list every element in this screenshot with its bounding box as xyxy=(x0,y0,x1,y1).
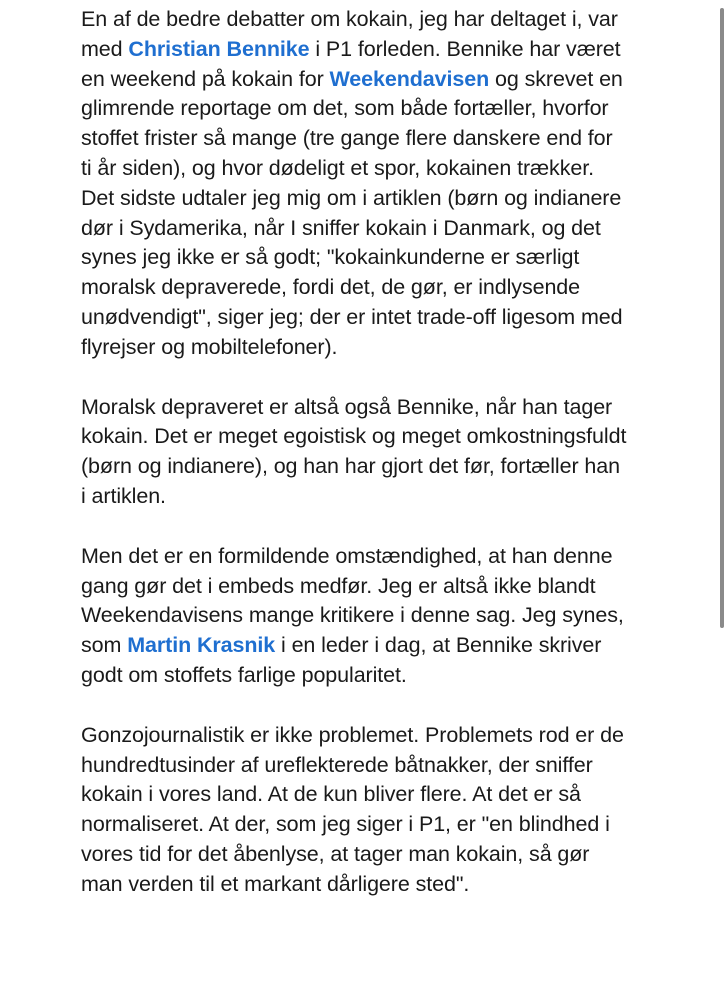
paragraph-1 xyxy=(81,5,629,363)
link-christian-bennike[interactable]: Christian Bennike xyxy=(128,36,310,61)
paragraph-3-text-b: i en leder i dag, at Bennike skriver godt om stoffets farlige popularitet. xyxy=(81,633,602,687)
link-martin-krasnik[interactable]: Martin Krasnik xyxy=(127,633,276,658)
paragraph-3 xyxy=(81,542,629,691)
paragraph-4: Gonzojournalistik er ikke problemet. Problemets rod er de hundredtusinder af ureflekterede båtnakker, der sniffer kokain i vores land. At de kun bliver flere. At det er så normaliseret. At der, som jeg siger i P1, er "en blindhed i vores tid for det åbenlyse, at tager man kokain, så gør man verden til et markant dårligere sted". xyxy=(81,722,624,896)
paragraph-2: Moralsk depraveret er altså også Bennike, når han tager kokain. Det er meget egoistisk og meget omkostningsfuldt (børn og indianere), og han har gjort det før, fortæller han i artiklen. xyxy=(81,394,627,508)
scrollbar[interactable] xyxy=(718,0,726,1000)
paragraph-1-text-c: og skrevet en glimrende reportage om det, som både fortæller, hvorfor stoffet frister så mange (tre gange flere danskere end for ti år siden), og hvor dødeligt et spor, kokainen trækker. Det sidste udtaler jeg mig om i artiklen (børn og indianere dør i Sydamerika, når I sniffer kokain i Danmark, og det synes jeg ikke er så godt; "kokainkunderne er særligt moralsk depraverede, fordi det, de gør, er indlysende unødvendigt", siger jeg; der er intet trade-off ligesom med flyrejser og mobiltelefoner). xyxy=(81,66,623,359)
paragraph-1-text-a: En af de bedre debatter om kokain, jeg har deltaget i, var med xyxy=(81,7,618,61)
article-body xyxy=(81,5,629,930)
link-weekendavisen[interactable]: Weekendavisen xyxy=(329,66,490,91)
paragraph-3-text-a: Men det er en formildende omstændighed, at han denne gang gør det i embeds medfør. Jeg er altså ikke blandt Weekendavisens mange kritikere i denne sag. Jeg synes, som xyxy=(81,543,624,658)
scrollbar-thumb[interactable] xyxy=(720,8,724,628)
paragraph-1-text-b: i P1 forleden. Bennike har været en weekend på kokain for xyxy=(81,36,621,91)
